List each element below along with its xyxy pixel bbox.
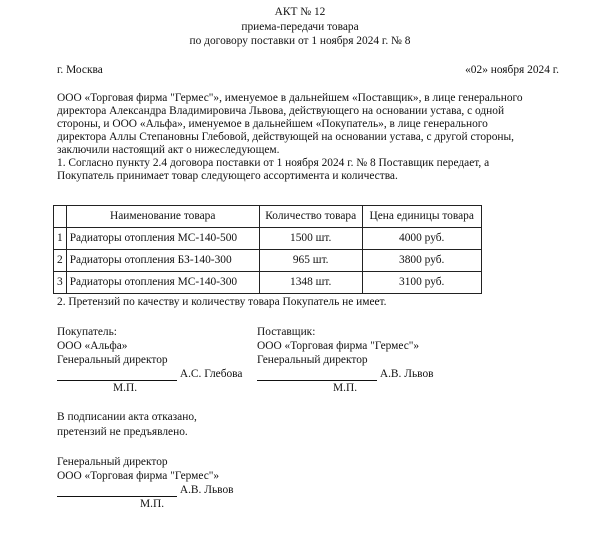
table-row [54, 250, 482, 272]
act-subtitle: приема-передачи товара [241, 21, 359, 33]
final-org: ООО «Торговая фирма "Гермес"» [57, 470, 220, 482]
buyer-position: Генеральный директор [57, 354, 168, 366]
row-qty: 965 шт. [259, 250, 362, 272]
preamble-line: директора Александра Владимировича Львова, действующего на основании устава, с одной [57, 105, 505, 117]
final-position: Генеральный директор [57, 456, 168, 468]
place: г. Москва [57, 64, 103, 76]
row-number: 1 [54, 228, 67, 250]
buyer-signature [57, 368, 242, 381]
final-signer: А.В. Львов [179, 484, 234, 496]
supplier-org: ООО «Торговая фирма "Гермес"» [257, 340, 420, 352]
buyer-stamp: М.П. [113, 382, 138, 394]
signature-line [57, 485, 177, 497]
buyer-org: ООО «Альфа» [57, 340, 128, 352]
preamble-line: директора Аллы Степановны Глебовой, действующей на основании устава, с другой стороны, [57, 131, 515, 143]
preamble-line: Покупатель принимает товар следующего ассортимента и количества. [57, 170, 398, 182]
preamble [57, 92, 557, 183]
row-number: 3 [54, 272, 67, 294]
table-header-row [54, 206, 482, 228]
row-name: Радиаторы отопления БЗ-140-300 [66, 250, 259, 272]
preamble-line: ООО «Торговая фирма "Гермес"», именуемое в дальнейшем «Поставщик», в лице генерального [57, 92, 523, 104]
act-contract-line: по договору поставки от 1 ноября 2024 г. № 8 [189, 35, 411, 47]
signature-line [257, 369, 377, 381]
buyer-label: Покупатель: [57, 326, 117, 338]
col-qty-header: Количество товара [259, 206, 362, 228]
row-qty: 1500 шт. [259, 228, 362, 250]
act-title: АКТ № 12 [274, 6, 326, 18]
supplier-signer: А.В. Львов [379, 368, 434, 380]
date: «02» ноября 2024 г. [465, 64, 559, 76]
buyer-signer: А.С. Глебова [179, 368, 243, 380]
row-price: 3100 руб. [362, 272, 481, 294]
row-price: 4000 руб. [362, 228, 481, 250]
preamble-line: заключили настоящий акт о нижеследующем. [57, 144, 280, 156]
supplier-position: Генеральный директор [257, 354, 368, 366]
table-row [54, 272, 482, 294]
col-price-header: Цена единицы товара [362, 206, 481, 228]
row-number: 2 [54, 250, 67, 272]
row-name: Радиаторы отопления МС-140-500 [66, 228, 259, 250]
col-number-header [54, 206, 67, 228]
refusal-line-2: претензий не предъявлено. [57, 426, 188, 438]
row-price: 3800 руб. [362, 250, 481, 272]
row-name: Радиаторы отопления МС-140-300 [66, 272, 259, 294]
refusal-line-1: В подписании акта отказано, [57, 411, 197, 423]
supplier-stamp: М.П. [333, 382, 358, 394]
clause-2: 2. Претензий по качеству и количеству товара Покупатель не имеет. [57, 296, 387, 308]
row-qty: 1348 шт. [259, 272, 362, 294]
table-row [54, 228, 482, 250]
final-signature [57, 484, 234, 497]
goods-table [53, 205, 482, 294]
supplier-label: Поставщик: [257, 326, 316, 338]
final-stamp: М.П. [140, 498, 165, 510]
supplier-signature [257, 368, 434, 381]
signature-line [57, 369, 177, 381]
preamble-line: стороны, и ООО «Альфа», именуемое в дальнейшем «Покупатель», в лице генерального [57, 118, 488, 130]
preamble-line: 1. Согласно пункту 2.4 договора поставки от 1 ноября 2024 г. № 8 Поставщик передает, а [57, 157, 490, 169]
col-name-header: Наименование товара [66, 206, 259, 228]
